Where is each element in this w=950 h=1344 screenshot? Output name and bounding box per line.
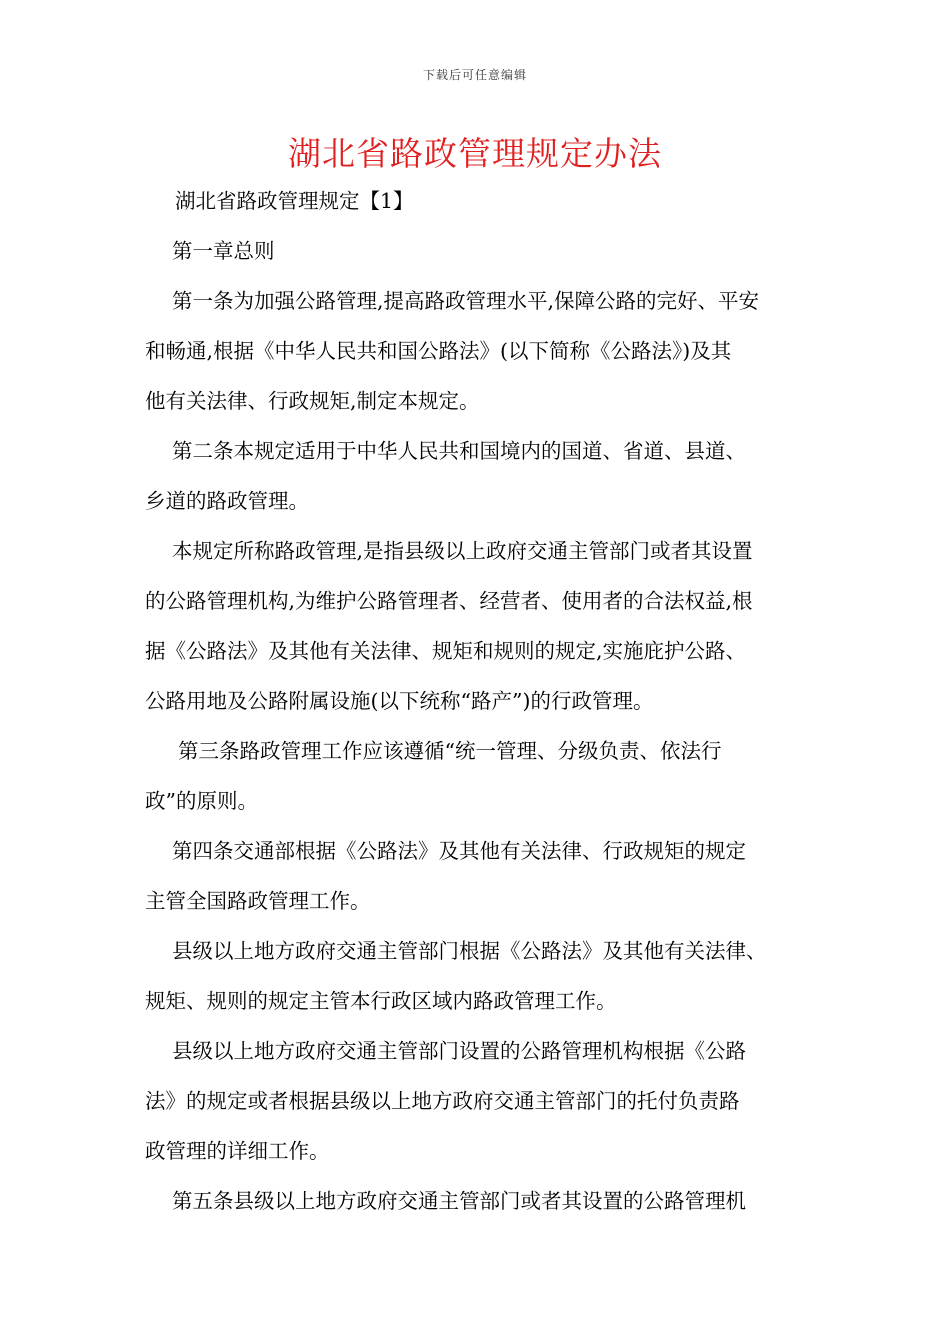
body-line: 本规定所称路政管理,是指县级以上政府交通主管部门或者其设置 (172, 539, 753, 563)
document-body (145, 176, 825, 1226)
document-title: 湖北省路政管理规定办法 (288, 134, 662, 173)
body-line: 法》的规定或者根据县级以上地方政府交通主管部门的托付负责路 (145, 1089, 740, 1113)
body-line: 的公路管理机构,为维护公路管理者、经营者、使用者的合法权益,根 (145, 589, 753, 613)
body-line: 县级以上地方政府交通主管部门设置的公路管理机构根据《公路 (172, 1039, 746, 1063)
body-line: 第五条县级以上地方政府交通主管部门或者其设置的公路管理机 (172, 1189, 746, 1213)
body-line: 政管理的详细工作。 (145, 1139, 330, 1163)
body-line: 第四条交通部根据《公路法》及其他有关法律、行政规矩的规定 (172, 839, 746, 863)
body-line: 公路用地及公路附属设施(以下统称“路产”)的行政管理。 (145, 689, 654, 713)
body-line: 据《公路法》及其他有关法律、规矩和规则的规定,实施庇护公路、 (145, 639, 747, 663)
body-line: 第三条路政管理工作应该遵循“统一管理、分级负责、依法行 (178, 739, 722, 763)
body-line: 第一条为加强公路管理,提高路政管理水平,保障公路的完好、平安 (172, 289, 760, 313)
body-line: 他有关法律、行政规矩,制定本规定。 (145, 389, 480, 413)
body-line: 主管全国路政管理工作。 (145, 889, 371, 913)
body-line: 第一章总则 (172, 239, 275, 263)
section-subtitle: 湖北省路政管理规定【1】 (175, 189, 414, 213)
body-line: 规矩、规则的规定主管本行政区域内路政管理工作。 (145, 989, 617, 1013)
body-line: 和畅通,根据《中华人民共和国公路法》(以下简称《公路法》)及其 (145, 339, 732, 363)
body-line: 第二条本规定适用于中华人民共和国境内的国道、省道、县道、 (172, 439, 746, 463)
header-note: 下载后可任意编辑 (422, 68, 527, 82)
body-line: 政”的原则。 (145, 789, 258, 813)
body-line: 乡道的路政管理。 (145, 489, 309, 513)
body-line: 县级以上地方政府交通主管部门根据《公路法》及其他有关法律、 (172, 939, 767, 963)
